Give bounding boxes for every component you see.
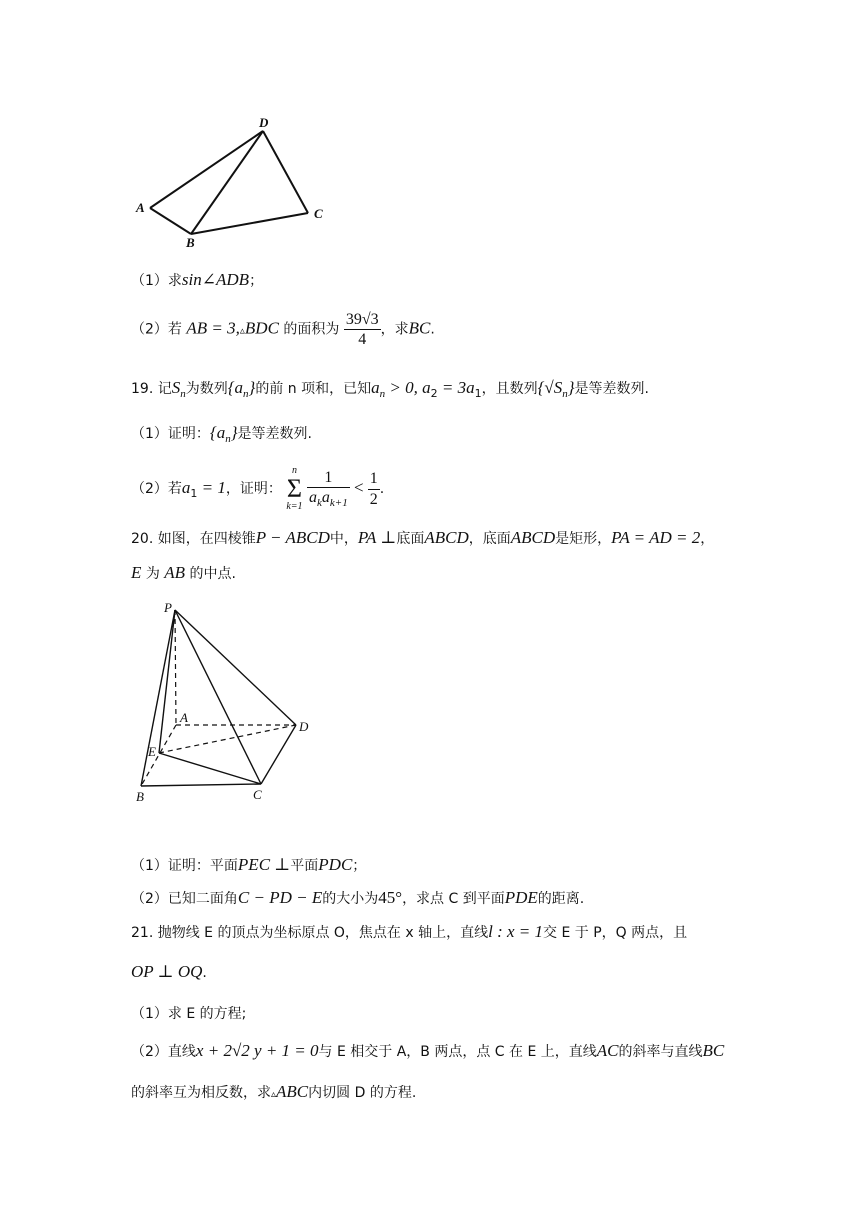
q20-m3: ABCD	[424, 528, 469, 547]
q19-p2-cond-sub: 1	[190, 487, 198, 500]
q19-cond-a: a	[371, 378, 380, 397]
q18-p1-prefix: （1）求	[131, 273, 182, 289]
q20-p1-m1: PEC ⊥	[237, 855, 291, 874]
q19-p2-mid: ，证明：	[225, 481, 282, 497]
q21-line3-b: 内切圆 D 的方程.	[308, 1085, 417, 1101]
edge-pb	[141, 610, 175, 786]
edge-cd	[261, 725, 296, 784]
label-b: B	[136, 789, 144, 804]
half-numerator: 1	[368, 469, 380, 489]
q21-part1	[131, 1003, 246, 1023]
triangle-symbol: ▵	[271, 1089, 277, 1100]
less-than: <	[349, 478, 368, 497]
q18-part2	[131, 310, 435, 349]
q19-p2-cond-rest: = 1	[197, 478, 226, 497]
label-e: E	[148, 744, 156, 759]
edge-bc	[141, 784, 261, 786]
q18-p1-math: sin∠ADB	[181, 270, 250, 289]
q21-line2-end: .	[202, 965, 207, 981]
q20-head-a: 20. 如图，在四棱锥	[131, 531, 256, 547]
q19-part2	[131, 466, 384, 512]
q21-p2-m1: x + 2√2 y + 1 = 0	[195, 1041, 319, 1060]
term-den-a2: a	[321, 489, 330, 506]
q19-head-d: ，且数列	[481, 381, 538, 397]
q20-part2	[131, 888, 584, 908]
q21-head-b: 交 E 于 P，Q 两点，且	[543, 925, 688, 941]
label-a: A	[180, 710, 188, 725]
term-den-k1: k+1	[329, 497, 348, 509]
edge-pa	[175, 610, 176, 725]
q19-s-sub: n	[180, 388, 186, 400]
q19-p1-close: }	[230, 423, 238, 442]
summation	[286, 466, 302, 512]
q21-m1: l : x = 1	[488, 922, 544, 941]
figure-triangle	[125, 112, 345, 252]
q19-p1-sub: n	[225, 433, 231, 445]
q20-p1-mid: 平面	[290, 858, 319, 874]
edge-da	[150, 131, 263, 208]
q20-p1-m2: PDC	[318, 855, 353, 874]
label-c: C	[314, 206, 323, 221]
q20-head-e: 是矩形，	[555, 531, 612, 547]
fraction-area	[344, 310, 381, 349]
q19-head-a: 19. 记	[131, 381, 172, 397]
q19-heading	[131, 378, 649, 400]
q20-heading-line2	[131, 563, 236, 583]
q19-cond-rest2: = 3a	[437, 378, 475, 397]
q21-p2-c: 的斜率与直线	[618, 1044, 703, 1060]
q21-line3-m: ABC	[276, 1082, 309, 1101]
q19-sqrt-sub: n	[562, 388, 568, 400]
edge-ec	[159, 753, 261, 784]
q19-sqrt-close: }	[567, 378, 575, 397]
q20-m1: P − ABCD	[255, 528, 330, 547]
label-d: D	[259, 115, 269, 130]
q21-p2-b: 与 E 相交于 A，B 两点，点 C 在 E 上，直线	[318, 1044, 597, 1060]
q18-p2-math1: AB = 3,	[186, 318, 240, 338]
q18-p2-mid: 的面积为	[278, 321, 340, 338]
edge-ed	[159, 725, 296, 753]
q20-p2-m3: PDE	[504, 888, 538, 907]
q20-heading	[131, 528, 714, 548]
q20-e: E	[131, 563, 142, 582]
edge-dc	[263, 131, 308, 213]
q19-p2-cond: a	[181, 478, 191, 497]
label-p: P	[164, 600, 172, 615]
q20-m2: PA ⊥	[357, 528, 397, 547]
q19-cond-sub2: 2	[430, 387, 438, 400]
sum-sigma: Σ	[286, 474, 303, 503]
q19-an-close: }	[248, 378, 256, 397]
q21-line3-a: 的斜率互为相反数，求	[131, 1085, 271, 1101]
q18-p2-math2: BDC	[244, 318, 279, 338]
q20-m4: ABCD	[510, 528, 556, 547]
q21-head-a: 21. 抛物线 E 的顶点为坐标原点 O，焦点在 x 轴上，直线	[131, 925, 489, 941]
q19-p1-set: {a	[209, 423, 226, 442]
q19-p2-end: .	[379, 481, 385, 497]
label-b: B	[186, 235, 195, 250]
q21-p1: （1）求 E 的方程;	[131, 1006, 247, 1022]
term-denominator	[307, 488, 350, 510]
q20-head-b: 中，	[329, 531, 358, 547]
q19-p1-suffix: 是等差数列.	[237, 426, 312, 442]
q20-p1-prefix: （1）证明：平面	[131, 858, 238, 874]
q19-head-b: 为数列	[185, 381, 228, 397]
label-a: A	[136, 200, 145, 215]
q20-ab: AB	[164, 563, 186, 582]
q21-part2	[131, 1041, 724, 1061]
q20-p2-after: ，求点 C 到平面	[402, 891, 505, 907]
term-den-a: a	[309, 489, 317, 506]
term-numerator: 1	[307, 468, 350, 488]
q19-s: S	[171, 378, 181, 397]
q18-p1-suffix: ；	[249, 273, 264, 289]
figure-pyramid	[128, 598, 328, 808]
q20-p2-m2: 45°	[378, 888, 403, 907]
q21-heading	[131, 922, 687, 942]
sum-upper: n	[291, 465, 297, 476]
q20-p2-mid: 的大小为	[322, 891, 379, 907]
q20-p2-prefix: （2）已知二面角	[131, 891, 238, 907]
edge-pc	[175, 610, 261, 784]
q18-p2-math3: BC	[408, 318, 431, 338]
label-c: C	[253, 787, 262, 802]
q21-heading-line2	[131, 962, 207, 982]
q19-an-set: {a	[227, 378, 244, 397]
q19-head-c: 的前 n 项和，已知	[255, 381, 372, 397]
q20-line2-d: 的中点.	[185, 566, 236, 582]
q18-p2-end: .	[430, 321, 435, 338]
q21-line2: OP ⊥ OQ	[131, 962, 203, 981]
q20-head-c: 底面	[396, 531, 425, 547]
q19-cond-sub1: 1	[474, 387, 482, 400]
edge-bc	[191, 213, 308, 234]
q18-p2-after: ，求	[380, 321, 409, 338]
q21-p2-m2: AC	[596, 1041, 619, 1060]
fraction-sum-term	[307, 468, 350, 510]
q20-p2-end: 的距离.	[537, 891, 585, 907]
fraction-numerator: 39√3	[344, 310, 381, 330]
q19-an-sub: n	[243, 388, 249, 400]
q20-p1-suffix: ；	[352, 858, 367, 874]
q19-cond-rest1: > 0, a	[385, 378, 431, 397]
fraction-half	[368, 469, 380, 508]
edge-db	[191, 131, 263, 234]
sum-lower: k=1	[286, 501, 303, 512]
edge-pd	[175, 610, 296, 725]
q20-m5: PA = AD = 2	[611, 528, 701, 547]
q20-p2-m1: C − PD − E	[237, 888, 323, 907]
fraction-denominator: 4	[358, 331, 367, 349]
label-d: D	[299, 719, 309, 734]
q21-p2-m3: BC	[702, 1041, 725, 1060]
q18-part1	[131, 270, 263, 290]
q19-p2-prefix: （2）若	[131, 481, 182, 497]
q21-part2-line2	[131, 1082, 416, 1102]
q19-cond-sub: n	[379, 388, 386, 400]
q20-line2-b: 为	[141, 566, 165, 582]
edge-ab	[150, 208, 191, 234]
q19-part1	[131, 423, 312, 445]
term-den-k: k	[317, 497, 322, 509]
q19-sqrt-set: {√S	[537, 378, 563, 397]
q18-p2-prefix: （2）若	[131, 321, 182, 338]
half-denominator: 2	[369, 490, 378, 508]
q20-head-f: ，	[700, 531, 715, 547]
q21-p2-a: （2）直线	[131, 1044, 196, 1060]
triangle-symbol: ▵	[239, 325, 245, 337]
q19-head-e: 是等差数列.	[574, 381, 649, 397]
q20-head-d: ，底面	[468, 531, 511, 547]
q19-p1-prefix: （1）证明：	[131, 426, 210, 442]
q20-part1	[131, 855, 366, 875]
